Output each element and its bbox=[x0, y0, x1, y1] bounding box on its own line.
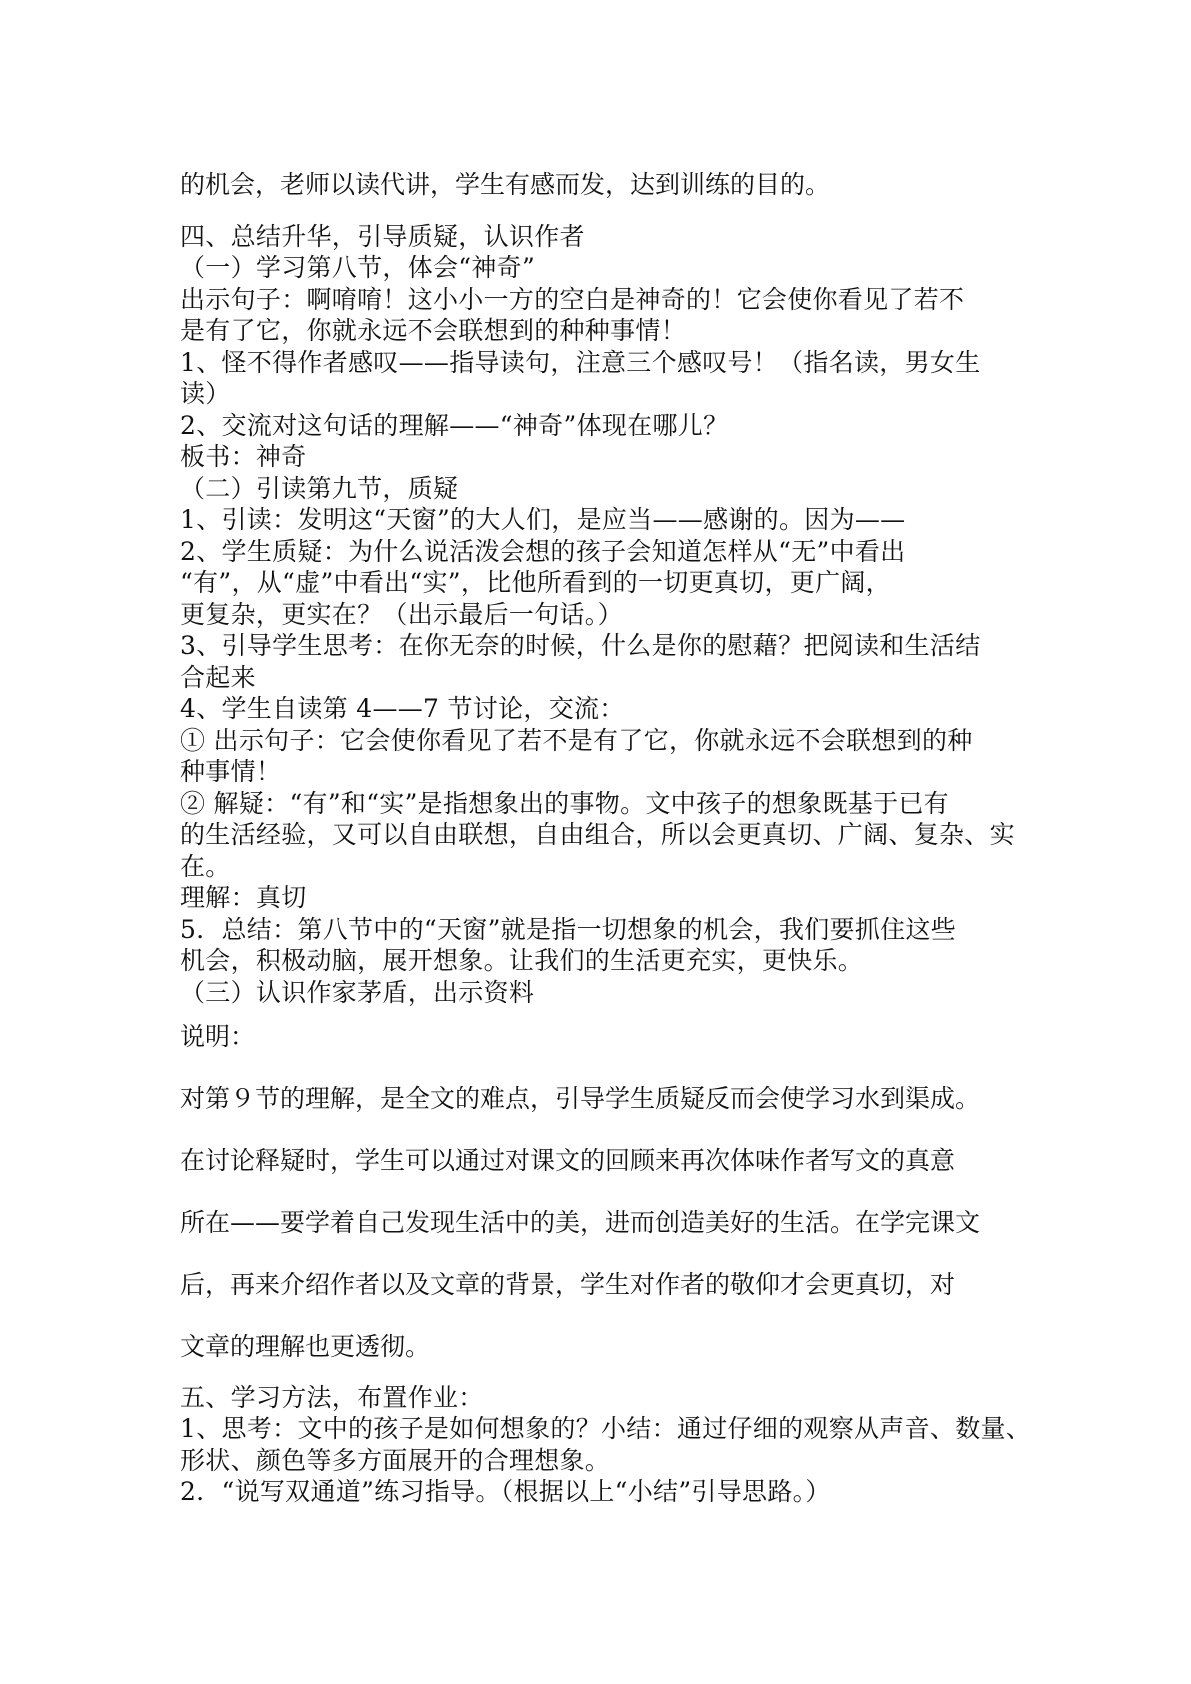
text-line: 更复杂，更实在？（出示最后一句话。） bbox=[180, 600, 623, 629]
section4-heading: 四、总结升华，引导质疑，认识作者 bbox=[180, 222, 585, 251]
text-line: 1、引读：发明这“天窗”的大人们，是应当——感谢的。因为—— bbox=[180, 505, 906, 534]
text-line: 板书：神奇 bbox=[180, 442, 307, 471]
text-line: （三）认识作家茅盾，出示资料 bbox=[180, 978, 535, 1007]
text-line: 在。 bbox=[180, 852, 231, 881]
explanation-line: 对第９节的理解，是全文的难点，引导学生质疑反而会使学习水到渠成。 bbox=[180, 1084, 981, 1113]
section5-heading: 五、学习方法，布置作业： bbox=[180, 1383, 484, 1412]
explanation-line: 文章的理解也更透彻。 bbox=[180, 1332, 431, 1361]
explanation-line: 在讨论释疑时，学生可以通过对课文的回顾来再次体味作者写文的真意 bbox=[180, 1146, 956, 1175]
text-line: 种事情！ bbox=[180, 757, 282, 786]
text-line: 是有了它，你就永远不会联想到的种种事情！ bbox=[180, 316, 687, 345]
text-line: 2．“说写双通道”练习指导。（根据以上“小结”引导思路。） bbox=[180, 1477, 831, 1506]
text-line: ① 出示句子：它会使你看见了若不是有了它，你就永远不会联想到的种 bbox=[180, 726, 973, 755]
text-line: 2、学生质疑：为什么说活泼会想的孩子会知道怎样从“无”中看出 bbox=[180, 537, 906, 566]
text-line: （一）学习第八节，体会“神奇” bbox=[180, 253, 536, 282]
text-line: 合起来 bbox=[180, 663, 256, 692]
text-line: 4、学生自读第 4——7 节讨论，交流： bbox=[180, 694, 625, 723]
intro-line: 的机会，老师以读代讲，学生有感而发，达到训练的目的。 bbox=[180, 170, 831, 199]
explanation-label: 说明： bbox=[180, 1022, 256, 1051]
text-line: 形状、颜色等多方面展开的合理想象。 bbox=[180, 1446, 611, 1475]
explanation-line: 所在——要学着自己发现生活中的美，进而创造美好的生活。在学完课文 bbox=[180, 1208, 981, 1237]
text-line: 2、交流对这句话的理解——“神奇”体现在哪儿？ bbox=[180, 411, 729, 440]
text-line: 的生活经验，又可以自由联想，自由组合，所以会更真切、广阔、复杂、实 bbox=[180, 820, 1015, 849]
text-line: 5．总结：第八节中的“天窗”就是指一切想象的机会，我们要抓住这些 bbox=[180, 915, 957, 944]
explanation-line: 后，再来介绍作者以及文章的背景，学生对作者的敬仰才会更真切，对 bbox=[180, 1270, 956, 1299]
text-line: 1、怪不得作者感叹——指导读句，注意三个感叹号！（指名读，男女生 bbox=[180, 348, 981, 377]
text-line: 读） bbox=[180, 379, 231, 408]
text-line: 理解：真切 bbox=[180, 883, 307, 912]
text-line: 3、引导学生思考：在你无奈的时候，什么是你的慰藉？把阅读和生活结 bbox=[180, 631, 981, 660]
text-line: 1、思考：文中的孩子是如何想象的？小结：通过仔细的观察从声音、数量、 bbox=[180, 1414, 1032, 1443]
text-line: ② 解疑：“有”和“实”是指想象出的事物。文中孩子的想象既基于已有 bbox=[180, 789, 949, 818]
text-line: “有”，从“虚”中看出“实”，比他所看到的一切更真切，更广阔， bbox=[180, 568, 891, 597]
text-line: （二）引读第九节，质疑 bbox=[180, 474, 459, 503]
text-line: 出示句子：啊唷唷！这小小一方的空白是神奇的！它会使你看见了若不 bbox=[180, 285, 965, 314]
text-line: 机会，积极动脑，展开想象。让我们的生活更充实，更快乐。 bbox=[180, 946, 864, 975]
